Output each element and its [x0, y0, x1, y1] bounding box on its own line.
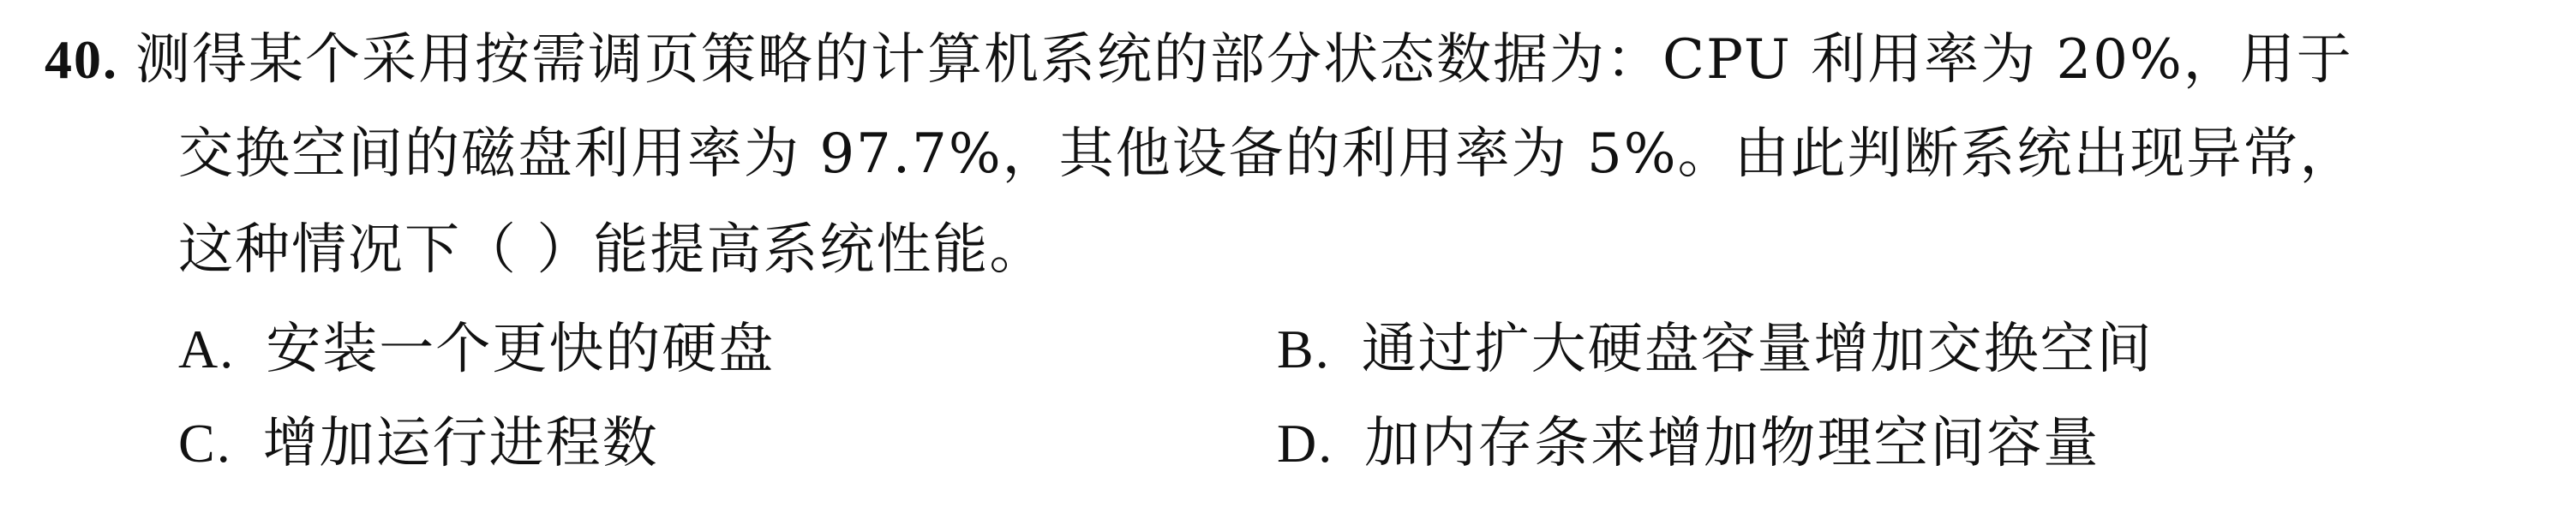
question-text-line-1: 测得某个采用按需调页策略的计算机系统的部分状态数据为：CPU 利用率为 20%，用于 [135, 28, 2353, 92]
option-b [1277, 315, 2154, 384]
question-text-line-2: 交换空间的磁盘利用率为 97.7%，其他设备的利用率为 5%。由此判断系统出现异常， [178, 122, 2357, 186]
option-d [1277, 409, 2100, 478]
question-line-1 [45, 26, 2353, 94]
option-a-text: 安装一个更快的硬盘 [266, 318, 776, 381]
question-number: 40. [45, 29, 118, 90]
option-b-text: 通过扩大硬盘容量增加交换空间 [1361, 318, 2154, 381]
option-a [178, 315, 775, 384]
question-line-3 [178, 216, 1045, 284]
option-a-label: A. [178, 319, 236, 379]
question-text-line-3: 这种情况下（ ）能提高系统性能。 [178, 218, 1046, 282]
option-b-label: B. [1277, 319, 1331, 379]
question-line-2 [178, 120, 2357, 188]
option-c [178, 409, 659, 478]
option-c-label: C. [178, 413, 232, 474]
option-d-text: 加内存条来增加物理空间容量 [1364, 412, 2100, 475]
option-c-text: 增加运行进程数 [262, 412, 659, 475]
option-d-label: D. [1277, 413, 1334, 474]
